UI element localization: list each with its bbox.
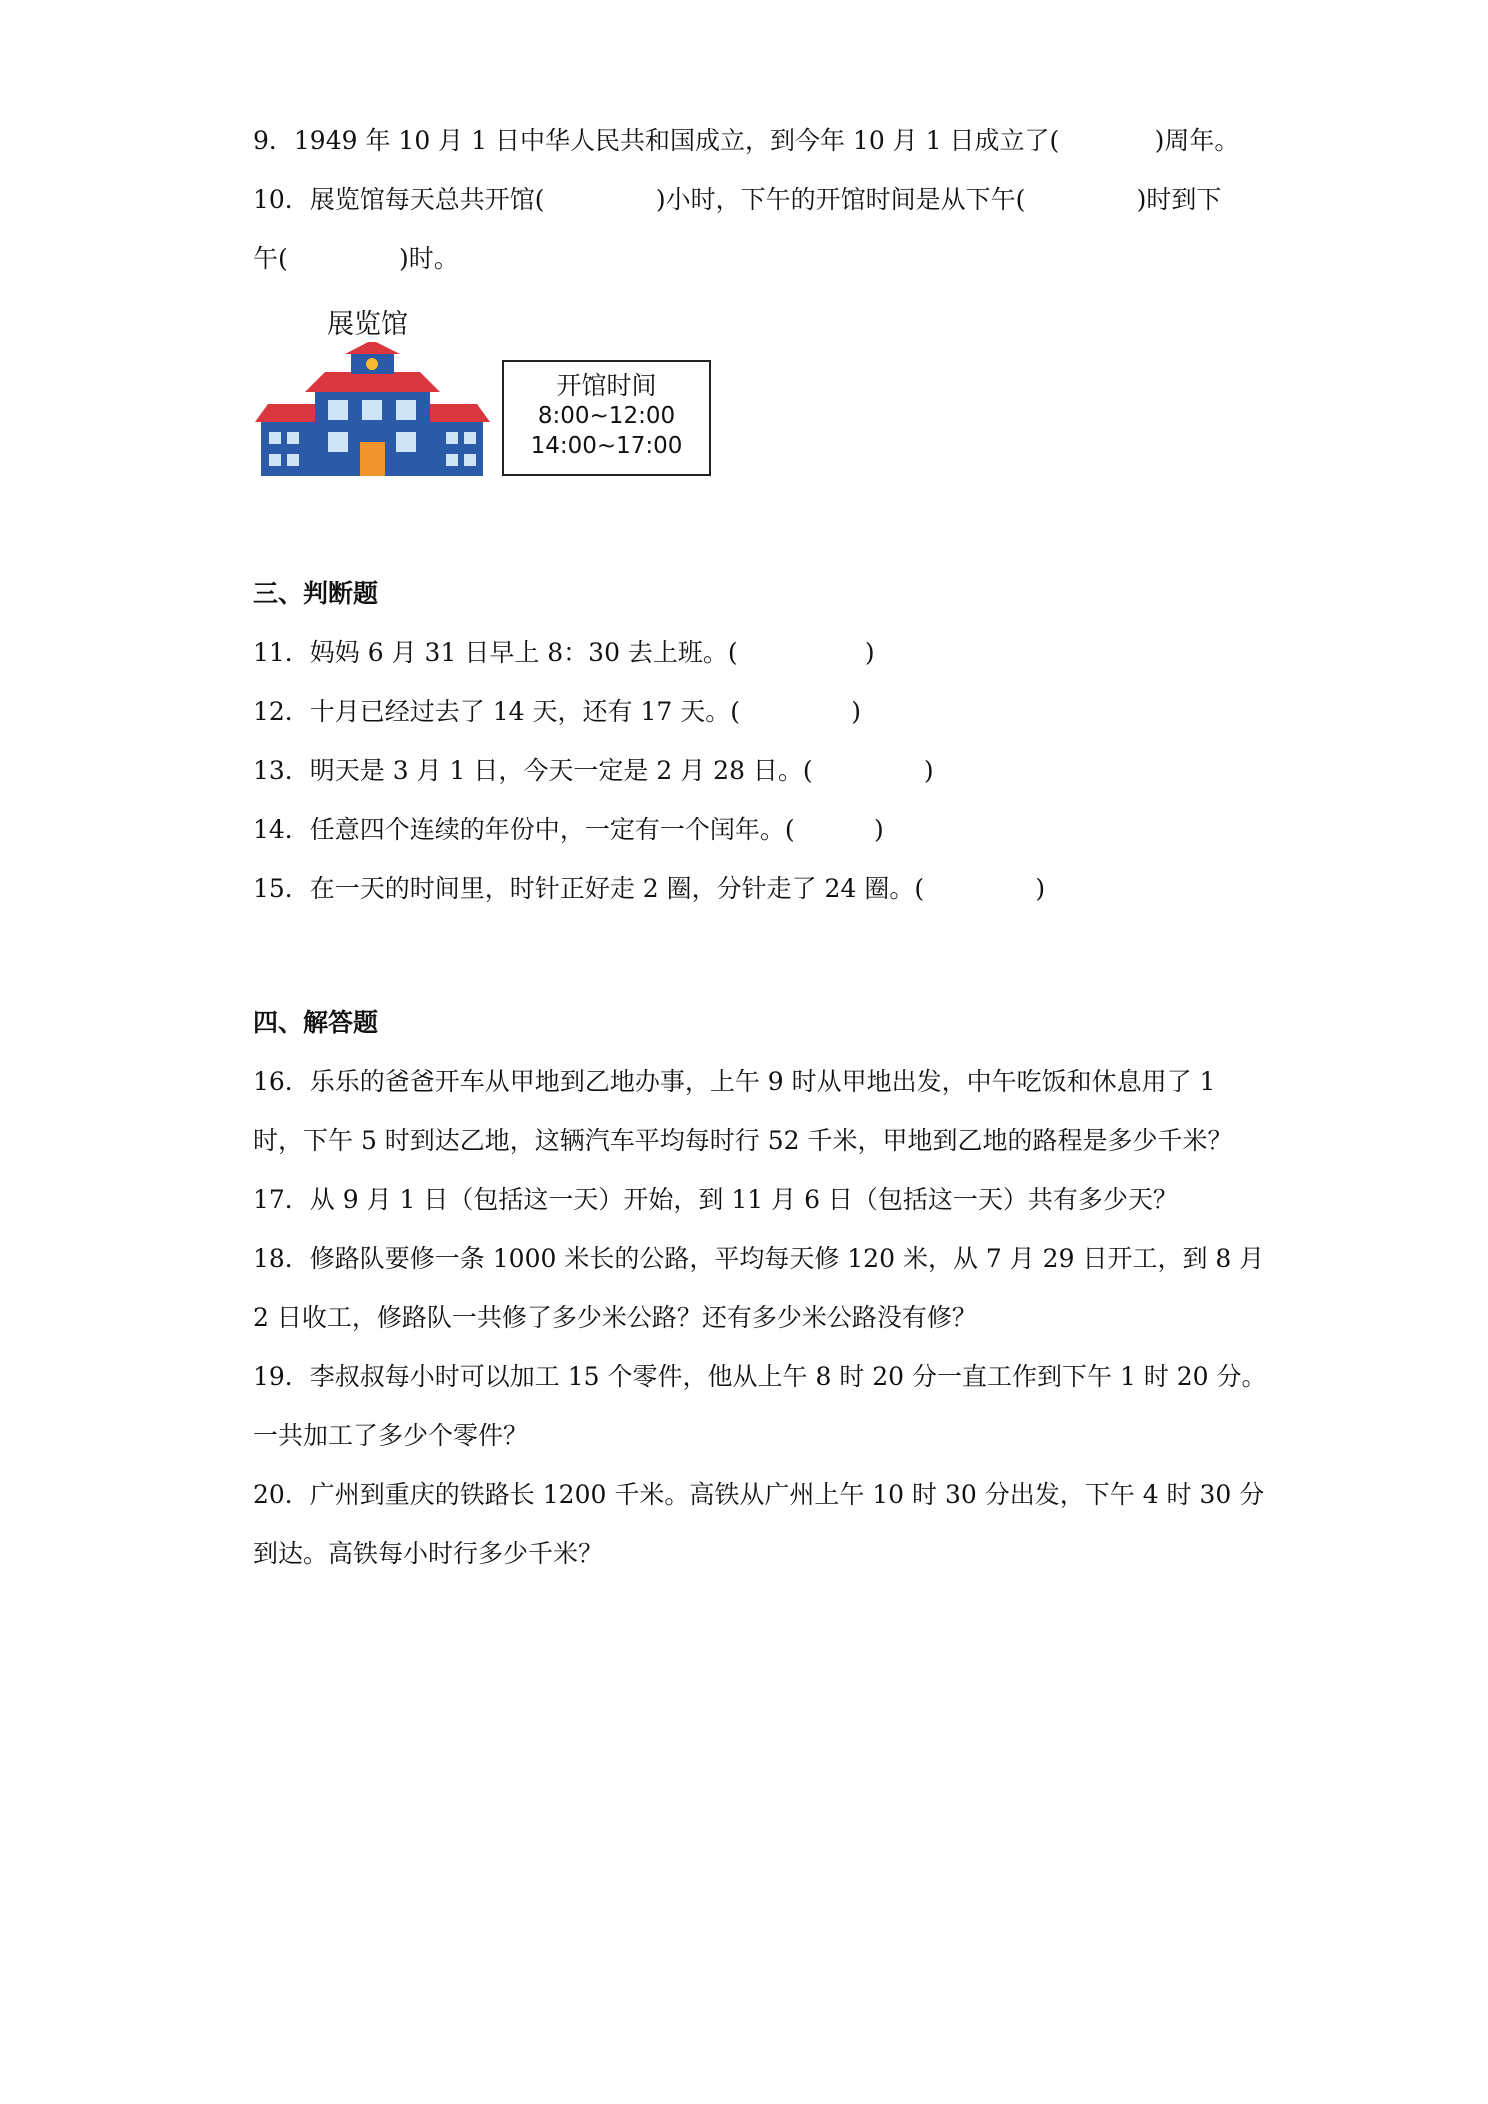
question-13: 13．明天是 3 月 1 日，今天一定是 2 月 28 日。( ) bbox=[253, 756, 934, 785]
question-11: 11．妈妈 6 月 31 日早上 8：30 去上班。( ) bbox=[253, 638, 875, 667]
section-4-heading: 四、解答题 bbox=[253, 1008, 379, 1037]
question-16-line2: 时，下午 5 时到达乙地，这辆汽车平均每时行 52 千米，甲地到乙地的路程是多少千米？ bbox=[253, 1126, 1233, 1155]
question-18-line1: 18．修路队要修一条 1000 米长的公路，平均每天修 120 米，从 7 月 29 日开工，到 8 月 bbox=[253, 1244, 1265, 1273]
question-14: 14．任意四个连续的年份中，一定有一个闰年。( ) bbox=[253, 815, 884, 844]
hours-morning: 8:00~12:00 bbox=[537, 403, 676, 429]
question-10-line1: 10．展览馆每天总共开馆( )小时，下午的开馆时间是从下午( )时到下 bbox=[253, 185, 1222, 214]
hours-afternoon: 14:00~17:00 bbox=[530, 433, 683, 459]
sign-title: 开馆时间 bbox=[556, 371, 657, 400]
question-18-line2: 2 日收工，修路队一共修了多少米公路？还有多少米公路没有修？ bbox=[253, 1303, 977, 1332]
question-17: 17．从 9 月 1 日（包括这一天）开始，到 11 月 6 日（包括这一天）共有多少天？ bbox=[253, 1185, 1178, 1214]
opening-hours-sign bbox=[502, 360, 711, 476]
question-19-line1: 19．李叔叔每小时可以加工 15 个零件，他从上午 8 时 20 分一直工作到下午 1 时 20 分。 bbox=[253, 1362, 1267, 1391]
question-16-line1: 16．乐乐的爸爸开车从甲地到乙地办事，上午 9 时从甲地出发，中午吃饭和休息用了 1 bbox=[253, 1067, 1216, 1096]
question-19-line2: 一共加工了多少个零件？ bbox=[253, 1421, 529, 1450]
question-12: 12．十月已经过去了 14 天，还有 17 天。( ) bbox=[253, 697, 861, 726]
question-9: 9．1949 年 10 月 1 日中华人民共和国成立，到今年 10 月 1 日成立了( )周年。 bbox=[253, 126, 1240, 155]
question-20-line2: 到达。高铁每小时行多少千米？ bbox=[253, 1539, 604, 1568]
section-3-heading: 三、判断题 bbox=[253, 579, 379, 608]
museum-building-icon bbox=[255, 342, 490, 482]
question-15: 15．在一天的时间里，时针正好走 2 圈，分针走了 24 圈。( ) bbox=[253, 874, 1046, 903]
question-10-line2: 午( )时。 bbox=[253, 244, 459, 273]
building-label: 展览馆 bbox=[327, 309, 408, 340]
question-20-line1: 20．广州到重庆的铁路长 1200 千米。高铁从广州上午 10 时 30 分出发，下午 4 时 30 分 bbox=[253, 1480, 1265, 1509]
